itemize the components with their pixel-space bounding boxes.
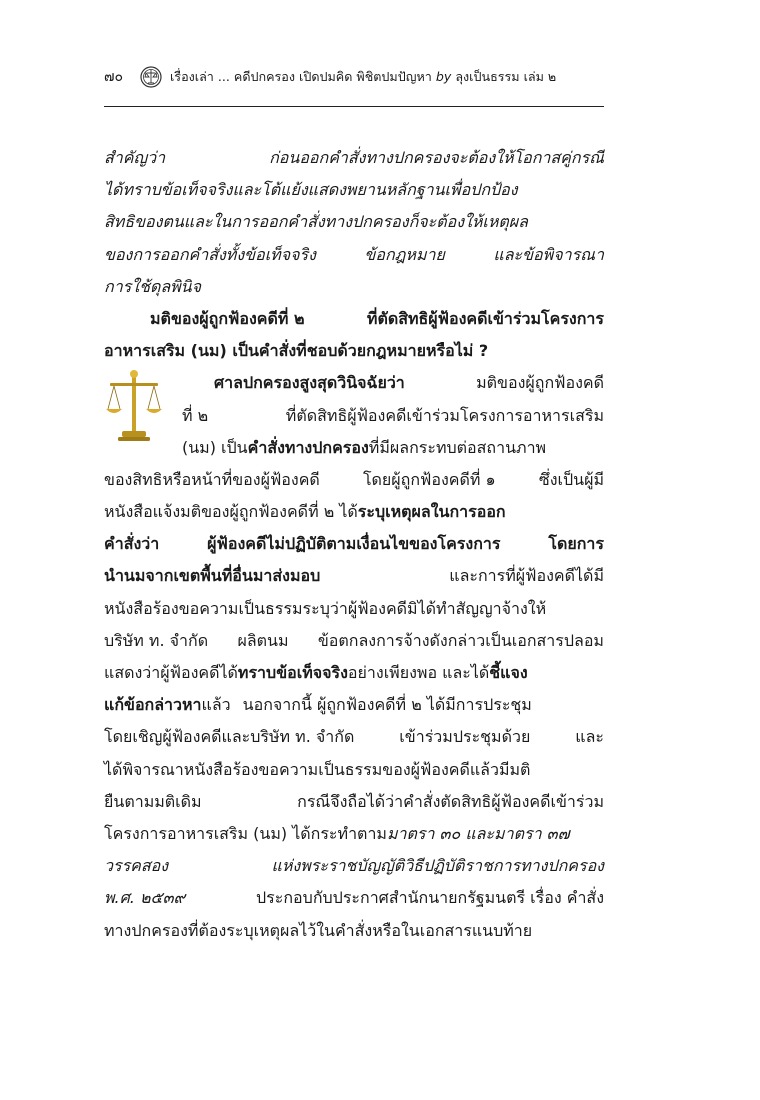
- text-span: ที่ตัดสิทธิผู้ฟ้องคดีเข้าร่วมโครงการอาหารเสริม: [285, 405, 604, 425]
- text-span: แสดงว่าผู้ฟ้องคดีได้: [104, 663, 238, 682]
- text-span: ข้อตกลงการจ้างดังกล่าวเป็นเอกสารปลอม: [317, 630, 604, 650]
- ruling-line13: [104, 754, 604, 786]
- text-span: ผู้ฟ้องคดีไม่ปฏิบัติตามเงื่อนไขของโครงการ: [207, 534, 501, 554]
- ruling-line16: [104, 850, 604, 882]
- text-span: มาตรา ๓๐ และมาตรา ๓๗: [386, 823, 570, 843]
- ruling-line7: [104, 560, 604, 592]
- text-span: ผลิตนม: [237, 630, 289, 650]
- text-span: (นม) เป็น: [182, 437, 248, 457]
- court-label: ศาลปกครองสูงสุดวินิจฉัยว่า: [214, 373, 405, 393]
- text-span: แห่งพระราชบัญญัติวิธีปฏิบัติราชการทางปกครอง: [271, 856, 604, 876]
- emblem-icon: [140, 65, 162, 89]
- question-line1: [104, 303, 604, 335]
- title-tail: ลุงเป็นธรรม เล่ม ๒: [455, 69, 557, 84]
- page-number: ๗๐: [104, 69, 124, 85]
- text-span: โดยการ: [548, 534, 604, 554]
- text-span: ข้อกฎหมาย: [364, 244, 445, 264]
- text-span: แล้ว: [201, 695, 231, 715]
- header-rule: [104, 106, 604, 107]
- text-span: พ.ศ. ๒๕๓๙: [104, 888, 186, 908]
- text-span: ได้พิจารณาหนังสือร้องขอความเป็นธรรมของผู้ฟ้องคดีแล้วมีมติ: [104, 759, 531, 779]
- para1-line4: [104, 239, 604, 271]
- text-span: บริษัท ท. จำกัด: [104, 630, 209, 650]
- title-by: by: [435, 69, 452, 84]
- ruling-line15: [104, 818, 604, 850]
- ruling-line10: [104, 657, 604, 689]
- text-span: โครงการอาหารเสริม (นม) ได้กระทำตาม: [104, 823, 387, 843]
- ruling-line12: [104, 721, 604, 753]
- ruling-line14: [104, 786, 604, 818]
- text-span: ทางปกครองที่ต้องระบุเหตุผลไว้ในคำสั่งหรือในเอกสารแนบท้าย: [104, 920, 533, 940]
- ruling-line18: [104, 915, 604, 947]
- ruling-line2: [104, 400, 604, 432]
- scales-of-justice-icon: [104, 369, 164, 443]
- text-span: ก่อนออกคำสั่งทางปกครองจะต้องให้โอกาสคู่กรณี: [269, 148, 604, 167]
- text-span: ของการออกคำสั่งทั้งข้อเท็จจริง: [104, 244, 316, 264]
- text-span: โดยเชิญผู้ฟ้องคดีและบริษัท ท. จำกัด: [104, 727, 355, 747]
- text-span: โดยผู้ถูกฟ้องคดีที่ ๑: [362, 469, 496, 489]
- text-span: ทราบข้อเท็จจริง: [237, 663, 348, 682]
- ruling-line1: [104, 367, 604, 399]
- text-span: ที่ ๒: [182, 405, 209, 425]
- ruling-line3: [104, 432, 604, 464]
- page-body: [104, 142, 604, 947]
- text-span: อาหารเสริม (นม) เป็นคำสั่งที่ชอบด้วยกฎหมายหรือไม่ ?: [104, 341, 489, 361]
- para1-line3: [104, 206, 604, 238]
- title-main: เรื่องเล่า ... คดีปกครอง เปิดปมคิด พิชิตปมปัญหา: [170, 69, 432, 84]
- text-span: วรรคสอง: [104, 856, 169, 876]
- text-span: มติของผู้ถูกฟ้องคดีที่ ๒: [150, 308, 305, 328]
- text-span: และข้อพิจารณา: [493, 244, 604, 264]
- text-span: นำนมจากเขตพื้นที่อื่นมาส่งมอบ: [104, 566, 321, 586]
- text-span: อย่างเพียงพอ และได้: [347, 663, 490, 682]
- text-span: ประกอบกับประกาศสำนักนายกรัฐมนตรี เรื่อง คำสั่ง: [256, 888, 604, 908]
- ruling-intro: [104, 367, 604, 464]
- text-span: ระบุเหตุผลในการออก: [357, 502, 506, 522]
- ruling-line6: [104, 528, 604, 560]
- text-span: มติของผู้ถูกฟ้องคดี: [476, 373, 604, 393]
- text-span: คำสั่งว่า: [104, 534, 160, 554]
- text-span: เข้าร่วมประชุมด้วย: [399, 727, 531, 747]
- text-span: ชี้แจง: [489, 663, 528, 682]
- text-span: และ: [575, 727, 604, 747]
- ruling-line5: [104, 496, 604, 528]
- text-span: ที่ตัดสิทธิผู้ฟ้องคดีเข้าร่วมโครงการ: [366, 308, 604, 328]
- text-span: คำสั่งทางปกครอง: [247, 437, 369, 457]
- text-span: ได้ทราบข้อเท็จจริงและโต้แย้งแสดงพยานหลักฐานเพื่อปกป้อง: [104, 180, 518, 200]
- text-span: ซึ่งเป็นผู้มี: [538, 469, 604, 489]
- question-line2: [104, 335, 604, 367]
- text-span: หนังสือแจ้งมติของผู้ถูกฟ้องคดีที่ ๒ ได้: [104, 502, 358, 522]
- para1-line5: [104, 271, 604, 303]
- text-span: กรณีจึงถือได้ว่าคำสั่งตัดสิทธิผู้ฟ้องคดีเข้าร่วม: [297, 791, 604, 811]
- ruling-line11: [104, 689, 604, 721]
- text-span: หนังสือร้องขอความเป็นธรรมระบุว่าผู้ฟ้องคดีมิได้ทำสัญญาจ้างให้: [104, 598, 547, 618]
- text-span: การใช้ดุลพินิจ: [104, 276, 201, 296]
- para1-line2: [104, 174, 604, 206]
- text-span: ยืนตามมติเดิม: [104, 791, 202, 811]
- text-span: ที่มีผลกระทบต่อสถานภาพ: [368, 437, 547, 457]
- page-header: [104, 62, 604, 92]
- ruling-line8: [104, 593, 604, 625]
- ruling-line9: [104, 625, 604, 657]
- text-span: สิทธิของตนและในการออกคำสั่งทางปกครองก็จะต้องให้เหตุผล: [104, 212, 528, 232]
- text-span: และการที่ผู้ฟ้องคดีได้มี: [449, 566, 604, 586]
- ruling-line17: [104, 882, 604, 914]
- ruling-line4: [104, 464, 604, 496]
- text-span: นอกจากนี้ ผู้ถูกฟ้องคดีที่ ๒ ได้มีการประชุม: [242, 695, 532, 715]
- text-span: แก้ข้อกล่าวหา: [104, 695, 202, 715]
- text-span: สำคัญว่า: [104, 148, 166, 167]
- text-span: ของสิทธิหรือหน้าที่ของผู้ฟ้องคดี: [104, 469, 320, 489]
- book-title: [170, 67, 556, 87]
- para1-line1: [104, 142, 604, 174]
